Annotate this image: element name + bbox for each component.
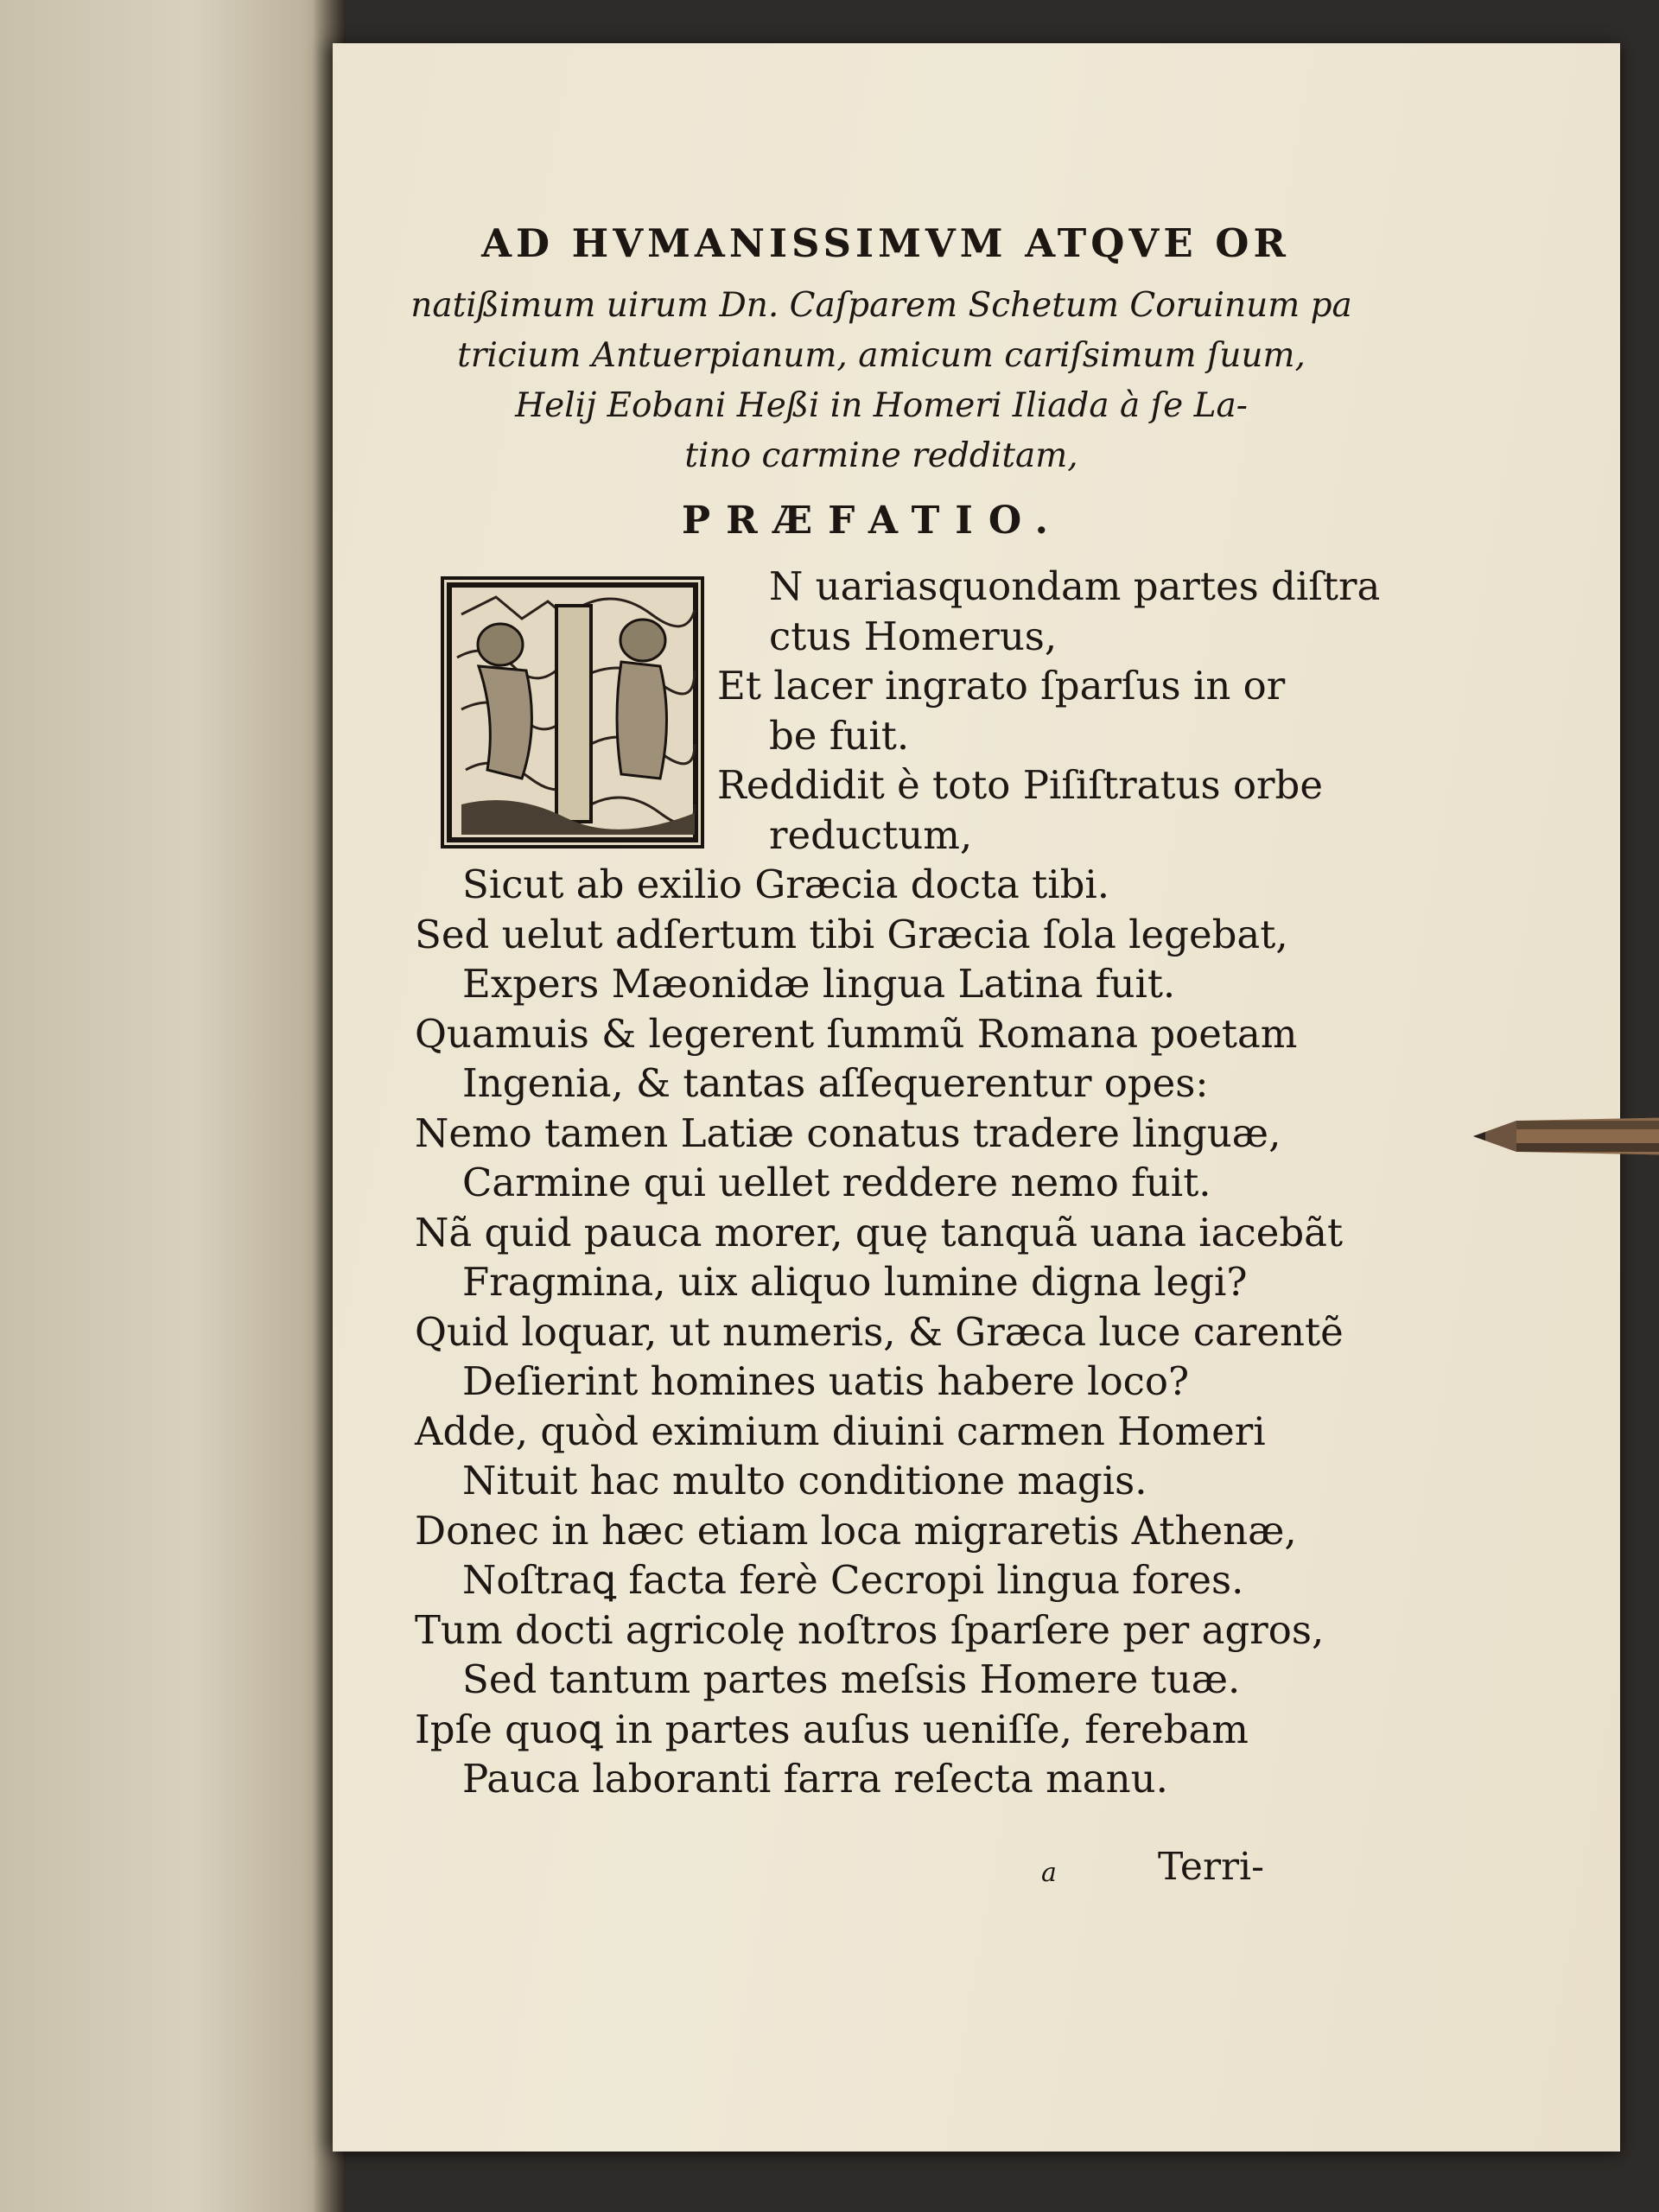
poem-line: Sed tantum partes meſsis Homere tuæ. <box>462 1656 1241 1702</box>
poem-line: Expers Mæonidæ lingua Latina fuit. <box>462 961 1176 1007</box>
poem-line: Carmine qui uellet reddere nemo fuit. <box>462 1160 1211 1205</box>
dedication-line: tino carmine redditam, <box>684 436 1078 475</box>
poem-line: Quid loquar, ut numeris, & Græca luce carentẽ <box>415 1308 1344 1355</box>
signature-mark: a <box>1041 1858 1057 1888</box>
poem-line: Pauca laboranti farra reſecta manu. <box>462 1756 1168 1802</box>
poem-line: Fragmina, uix aliquo lumine digna legi? <box>462 1259 1248 1305</box>
poem-line: Nemo tamen Latiæ conatus tradere linguæ, <box>415 1109 1281 1156</box>
poem-line: Sicut ab exilio Græcia docta tibi. <box>462 861 1110 907</box>
poem-line: Deſierint homines uatis habere loco? <box>462 1358 1190 1404</box>
poem-line: Ipſe quoꝗ in partes auſus ueniſſe, ferebam <box>415 1706 1249 1752</box>
dedication-line: tricium Antuerpianum, amicum cariſsimum ſuum, <box>457 336 1306 375</box>
poem-line: Reddidit è toto Piſiſtratus orbe <box>717 762 1323 808</box>
poem-line: Ingenia, & tantas aſſequerentur opes: <box>462 1060 1209 1106</box>
section-heading: PRÆFATIO. <box>682 499 1064 543</box>
poem-line: ctus Homerus, <box>769 613 1058 659</box>
poem-line: Quamuis & legerent ſummũ Romana poetam <box>415 1010 1298 1057</box>
dedication-line: Helij Eobani Heßi in Homeri Iliada à ſe La- <box>515 386 1248 425</box>
catchword: Terri- <box>1158 1845 1264 1889</box>
dedication-lines <box>406 281 1357 481</box>
poem-line: reductum, <box>769 811 973 858</box>
poem-line: Donec in hæc etiam loca migraretis Athenæ, <box>415 1507 1297 1554</box>
page-title: AD HVMANISSIMVM ATQVE OR <box>481 220 1290 266</box>
poem-line: Sed uelut adſertum tibi Græcia ſola legebat, <box>415 911 1288 957</box>
poem-body <box>415 562 1381 1804</box>
poem-line: Tum docti agricolę noſtros ſparſere per agros, <box>415 1606 1325 1653</box>
dedication-line: natißimum uirum Dn. Caſparem Schetum Coruinum pa <box>410 286 1352 325</box>
poem-line: Noſtraꝗ facta ferè Cecropi lingua fores. <box>462 1557 1244 1603</box>
pencil-icon <box>1473 1110 1659 1162</box>
poem-line: Et lacer ingrato ſparſus in or <box>717 663 1286 709</box>
poem-line: be fuit. <box>769 712 910 759</box>
poem-line: Nã quid pauca morer, quę tanquã uana iacebãt <box>415 1209 1344 1255</box>
poem-line: Adde, quòd eximium diuini carmen Homeri <box>415 1408 1266 1454</box>
poem-line: N uariasquondam partes diſtra <box>769 563 1381 609</box>
poem-line: Nituit hac multo conditione magis. <box>462 1458 1147 1503</box>
left-page <box>0 0 346 2212</box>
